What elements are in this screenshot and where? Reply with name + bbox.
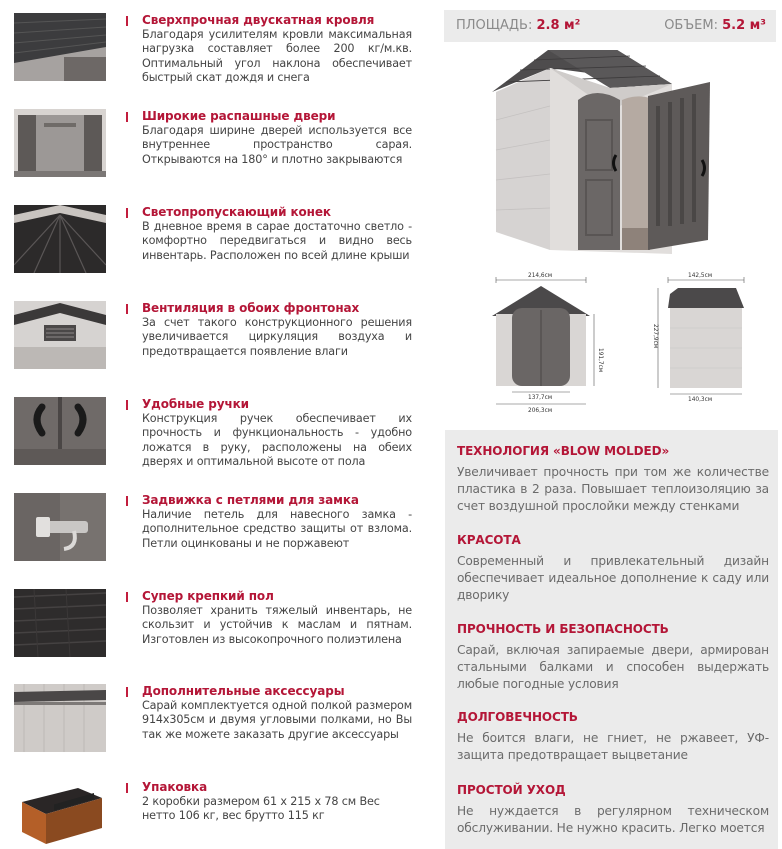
benefit-section — [457, 622, 769, 693]
feature-accent — [126, 592, 128, 602]
benefit-desc: Не боится влаги, не гниет, не ржавеет, УФ-защита предотвращает выцветание — [457, 731, 769, 762]
feature-accent — [126, 400, 128, 410]
feature-accent — [126, 112, 128, 122]
benefit-section — [457, 710, 769, 764]
feature-title: Сверхпрочная двускатная кровля — [142, 13, 375, 27]
shed-hero-image — [490, 50, 770, 260]
benefit-section — [457, 533, 769, 604]
feature-vent — [0, 301, 430, 381]
base-width-label: 206,3см — [528, 408, 553, 414]
feature-roof — [0, 13, 430, 93]
feature-accent — [126, 208, 128, 218]
side-view-drawing — [652, 273, 744, 403]
benefit-desc: Увеличивает прочность при том же количестве пластика в 2 раза. Повышает теплоизоляцию за счет воздушной прослойки между стенками — [457, 465, 769, 513]
stats-bar — [444, 10, 776, 42]
benefit-desc: Сарай, включая запираемые двери, армирован стальными балками и способен выдержать любые погодные условия — [457, 643, 769, 691]
side-base-label: 140,3см — [688, 397, 713, 403]
feature-title: Широкие распашные двери — [142, 109, 336, 123]
feature-desc: В дневное время в сарае достаточно светло - комфортно передвигаться и видно весь инвентарь. Расположен по всей длине крыши — [142, 220, 412, 262]
feature-accent — [126, 687, 128, 697]
volume-label: ОБЪЕМ: — [664, 18, 718, 33]
volume-value: 5.2 м³ — [722, 18, 766, 33]
benefit-section — [457, 444, 769, 515]
area-value: 2.8 м² — [536, 18, 581, 33]
feature-desc: Благодаря ширине дверей используется все внутреннее пространство сарая. Открываются на 180° и плотно закрываются — [142, 124, 412, 166]
benefit-desc: Не нуждается в регулярном техническом обслуживании. Не нужно красить. Легко моется — [457, 804, 769, 835]
handles-photo-icon — [14, 397, 106, 465]
benefit-title: КРАСОТА — [457, 533, 521, 547]
feature-desc: 2 коробки размером 61 х 215 х 78 см Вес нетто 106 кг, вес брутто 115 кг — [142, 795, 380, 823]
feature-title: Упаковка — [142, 780, 208, 794]
benefit-title: ПРОСТОЙ УХОД — [457, 783, 566, 797]
side-height-label: 227,9см — [652, 324, 658, 349]
feature-package — [0, 780, 430, 849]
feature-accent — [126, 304, 128, 314]
feature-desc: Конструкция ручек обеспечивает их прочность и функциональность - удобно ложатся в руку, расположены на обеих дверях и оптимальной высоте от пола — [142, 412, 412, 469]
benefit-title: ТЕХНОЛОГИЯ «BLOW MOLDED» — [457, 444, 670, 458]
feature-desc: Позволяет хранить тяжелый инвентарь, не скользит и устойчив к маслам и пятнам. Изготовлен из высокопрочного полиэтилена — [142, 604, 412, 646]
feature-title: Дополнительные аксессуары — [142, 684, 345, 698]
benefit-desc: Современный и привлекательный дизайн обеспечивает идеальное дополнение к саду или дворику — [457, 554, 769, 602]
benefit-section — [457, 783, 769, 837]
latch-photo-icon — [14, 493, 106, 561]
front-view-drawing — [492, 273, 603, 414]
feature-desc: Сарай комплектуется одной полкой размером 914х305см и двумя угловыми полками, но Вы так же можете заказать другие аксессуары — [142, 699, 412, 741]
doors-photo-icon — [14, 109, 106, 177]
feature-latch — [0, 493, 430, 573]
feature-accent — [126, 16, 128, 26]
feature-title: Вентиляция в обоих фронтонах — [142, 301, 360, 315]
feature-desc: Благодаря усилителям кровли максимальная нагрузка составляет более 200 кг/м.кв. Оптимальный угол наклона обеспечивает быстрый скат дождя и снега — [142, 28, 412, 85]
shelf-photo-icon — [14, 684, 106, 752]
floor-photo-icon — [14, 589, 106, 657]
benefit-title: ДОЛГОВЕЧНОСТЬ — [457, 710, 578, 724]
door-width-label: 137,7см — [528, 395, 553, 401]
volume-stat — [664, 18, 766, 33]
feature-title: Удобные ручки — [142, 397, 249, 411]
box-photo-icon — [14, 780, 106, 848]
feature-doors — [0, 109, 430, 189]
area-stat — [456, 18, 580, 33]
feature-accent — [126, 783, 128, 793]
feature-handles — [0, 397, 430, 477]
feature-accent — [126, 496, 128, 506]
feature-floor — [0, 589, 430, 669]
roof-photo-icon — [14, 13, 106, 81]
benefits-panel — [445, 430, 778, 849]
side-width-label: 142,5см — [688, 273, 713, 279]
feature-title: Супер крепкий пол — [142, 589, 274, 603]
front-width-label: 214,6см — [528, 273, 553, 279]
feature-skylight — [0, 205, 430, 285]
feature-desc: За счет такого конструкционного решения увеличивается циркуляция воздуха и предотвращается появление влаги — [142, 316, 412, 358]
feature-title: Задвижка с петлями для замка — [142, 493, 359, 507]
dimension-drawings — [444, 268, 776, 418]
front-height-label: 191,7см — [597, 348, 603, 373]
feature-title: Светопропускающий конек — [142, 205, 331, 219]
area-label: ПЛОЩАДЬ: — [456, 18, 533, 33]
feature-accessories — [0, 684, 430, 764]
skylight-photo-icon — [14, 205, 106, 273]
vent-photo-icon — [14, 301, 106, 369]
feature-desc: Наличие петель для навесного замка - дополнительное средство защиты от взлома. Петли оцинкованы и не поржавеют — [142, 508, 412, 550]
benefit-title: ПРОЧНОСТЬ И БЕЗОПАСНОСТЬ — [457, 622, 669, 636]
